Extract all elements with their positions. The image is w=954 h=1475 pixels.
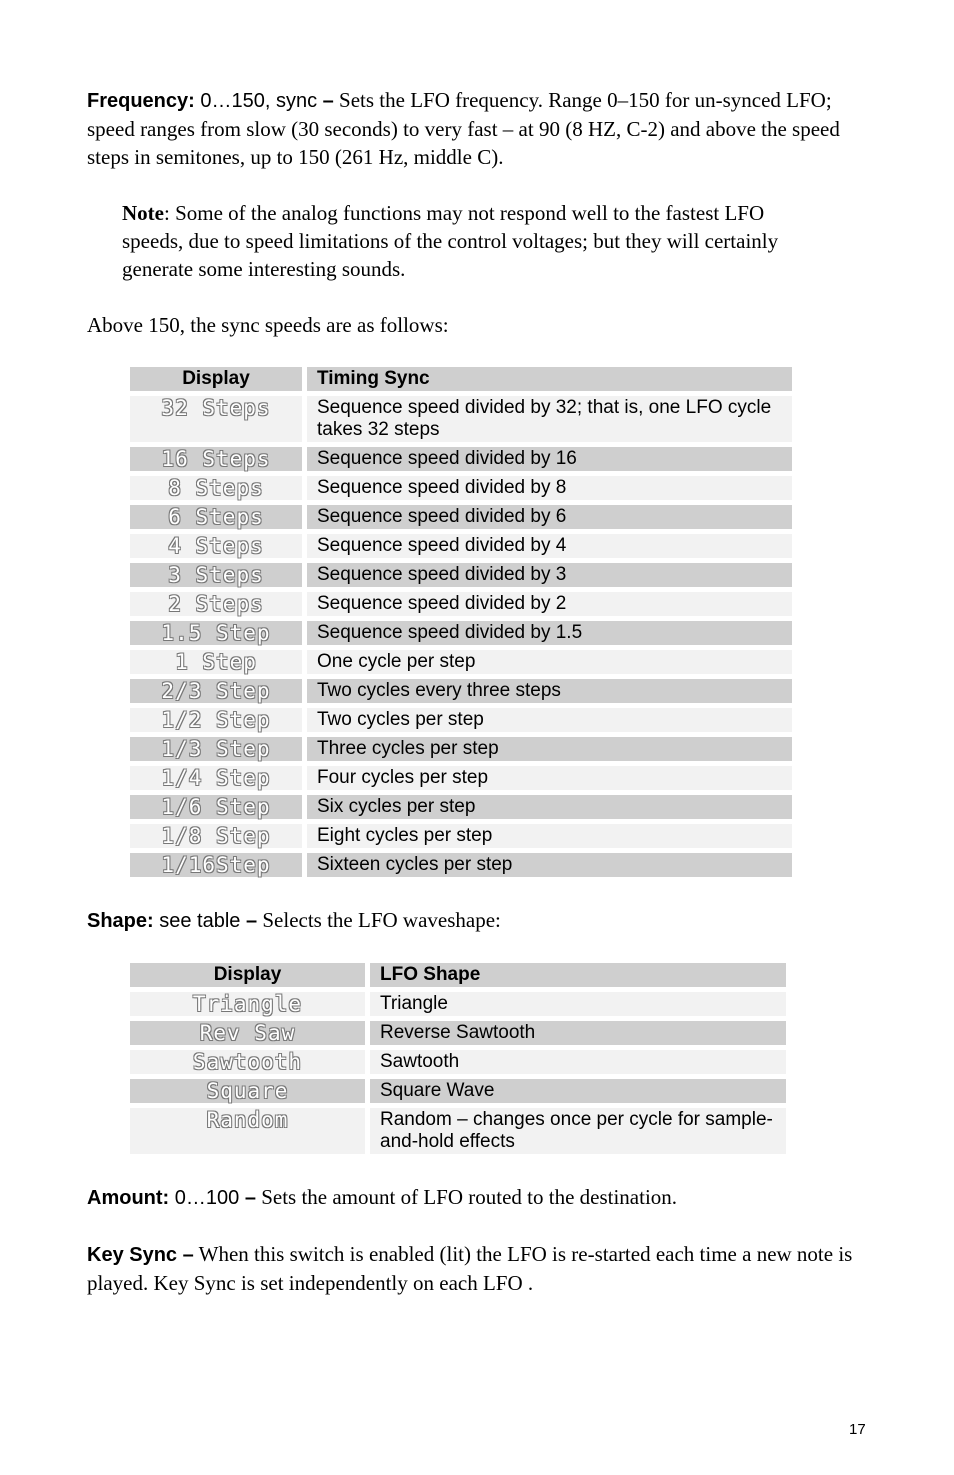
table-row <box>130 708 792 732</box>
table-row <box>130 737 792 761</box>
shape-dash: – <box>245 910 258 932</box>
sync-description-cell: Sequence speed divided by 4 <box>307 534 792 558</box>
sync-display-cell: 16 Steps <box>130 447 302 471</box>
table-row <box>130 592 792 616</box>
sync-display-cell: 3 Steps <box>130 563 302 587</box>
sync-header-timing: Timing Sync <box>307 367 792 391</box>
shape-table <box>125 958 791 1159</box>
note-paragraph <box>122 199 822 283</box>
page-content <box>87 86 877 1297</box>
sync-description-cell: Sequence speed divided by 2 <box>307 592 792 616</box>
sync-table-body <box>130 396 792 877</box>
sync-description-cell: Three cycles per step <box>307 737 792 761</box>
frequency-paragraph <box>87 86 877 171</box>
amount-dash: – <box>244 1187 256 1209</box>
sync-display-cell: 1/8 Step <box>130 824 302 848</box>
frequency-text: Sets the LFO frequency. Range 0–150 for un-synced LFO; speed ranges from slow (30 seconds) to very fast – at 90 (8 HZ, C-2) and above the speed steps in semitones, up to 150 (261 Hz, middle C). <box>87 88 840 169</box>
sync-description-cell: Six cycles per step <box>307 795 792 819</box>
sync-display-cell: 1.5 Step <box>130 621 302 645</box>
table-row <box>130 1021 786 1045</box>
table-row <box>130 1050 786 1074</box>
sync-display-cell: 32 Steps <box>130 396 302 442</box>
sync-table <box>125 362 797 882</box>
frequency-range: 0…150, sync <box>194 90 323 112</box>
sync-display-cell: 1 Step <box>130 650 302 674</box>
key-sync-text: When this switch is enabled (lit) the LFO is re-started each time a new note is played. Key Sync is set independently on each LFO . <box>87 1242 853 1295</box>
sync-display-cell: 1/3 Step <box>130 737 302 761</box>
sync-description-cell: One cycle per step <box>307 650 792 674</box>
table-row <box>130 824 792 848</box>
shape-display-cell: Rev Saw <box>130 1021 365 1045</box>
note-label: Note <box>122 201 164 225</box>
note-text: : Some of the analog functions may not respond well to the fastest LFO speeds, due to speed limitations of the control voltages; but they will certainly generate some interesting sounds. <box>122 201 779 281</box>
shape-display-cell: Sawtooth <box>130 1050 365 1074</box>
table-row <box>130 1108 786 1154</box>
shape-description-cell: Square Wave <box>370 1079 786 1103</box>
key-sync-paragraph <box>87 1240 877 1297</box>
table-row <box>130 621 792 645</box>
sync-display-cell: 1/4 Step <box>130 766 302 790</box>
sync-description-cell: Two cycles every three steps <box>307 679 792 703</box>
frequency-dash: – <box>322 90 334 112</box>
amount-paragraph <box>87 1183 877 1212</box>
shape-description-cell: Reverse Sawtooth <box>370 1021 786 1045</box>
shape-display-cell: Square <box>130 1079 365 1103</box>
sync-display-cell: 1/2 Step <box>130 708 302 732</box>
table-row <box>130 992 786 1016</box>
sync-display-cell: 6 Steps <box>130 505 302 529</box>
sync-description-cell: Sequence speed divided by 1.5 <box>307 621 792 645</box>
shape-table-header <box>130 963 786 987</box>
sync-description-cell: Two cycles per step <box>307 708 792 732</box>
sync-description-cell: Sequence speed divided by 6 <box>307 505 792 529</box>
above-150-text: Above 150, the sync speeds are as follows: <box>87 313 449 337</box>
sync-description-cell: Four cycles per step <box>307 766 792 790</box>
shape-paragraph <box>87 906 877 935</box>
shape-table-body <box>130 992 786 1154</box>
table-row <box>130 650 792 674</box>
shape-header-display: Display <box>130 963 365 987</box>
shape-range: see table <box>153 910 246 932</box>
shape-description-cell: Triangle <box>370 992 786 1016</box>
key-sync-label: Key Sync <box>87 1244 178 1266</box>
amount-label: Amount: <box>87 1187 170 1209</box>
frequency-label: Frequency: <box>87 90 195 112</box>
sync-description-cell: Sequence speed divided by 3 <box>307 563 792 587</box>
sync-display-cell: 1/6 Step <box>130 795 302 819</box>
shape-label: Shape: <box>87 910 154 932</box>
table-row <box>130 447 792 471</box>
amount-range: 0…100 <box>169 1187 245 1209</box>
table-row <box>130 563 792 587</box>
shape-description-cell: Sawtooth <box>370 1050 786 1074</box>
sync-description-cell: Sequence speed divided by 16 <box>307 447 792 471</box>
shape-description-cell: Random – changes once per cycle for sample-and-hold effects <box>370 1108 786 1154</box>
sync-display-cell: 2 Steps <box>130 592 302 616</box>
table-row <box>130 795 792 819</box>
table-row <box>130 476 792 500</box>
table-row <box>130 679 792 703</box>
sync-header-display: Display <box>130 367 302 391</box>
sync-description-cell: Sixteen cycles per step <box>307 853 792 877</box>
sync-display-cell: 2/3 Step <box>130 679 302 703</box>
sync-display-cell: 8 Steps <box>130 476 302 500</box>
table-row <box>130 396 792 442</box>
sync-description-cell: Eight cycles per step <box>307 824 792 848</box>
shape-text: Selects the LFO waveshape: <box>257 908 501 932</box>
sync-display-cell: 1/16Step <box>130 853 302 877</box>
table-row <box>130 505 792 529</box>
sync-description-cell: Sequence speed divided by 32; that is, one LFO cycle takes 32 steps <box>307 396 792 442</box>
page-number: 17 <box>849 1421 866 1438</box>
sync-table-header <box>130 367 792 391</box>
sync-description-cell: Sequence speed divided by 8 <box>307 476 792 500</box>
key-sync-dash: – <box>177 1244 194 1266</box>
shape-display-cell: Triangle <box>130 992 365 1016</box>
table-row <box>130 853 792 877</box>
table-row <box>130 1079 786 1103</box>
amount-text: Sets the amount of LFO routed to the destination. <box>255 1185 678 1209</box>
shape-display-cell: Random <box>130 1108 365 1154</box>
shape-header-lfo-shape: LFO Shape <box>370 963 786 987</box>
table-row <box>130 534 792 558</box>
sync-display-cell: 4 Steps <box>130 534 302 558</box>
table-row <box>130 766 792 790</box>
